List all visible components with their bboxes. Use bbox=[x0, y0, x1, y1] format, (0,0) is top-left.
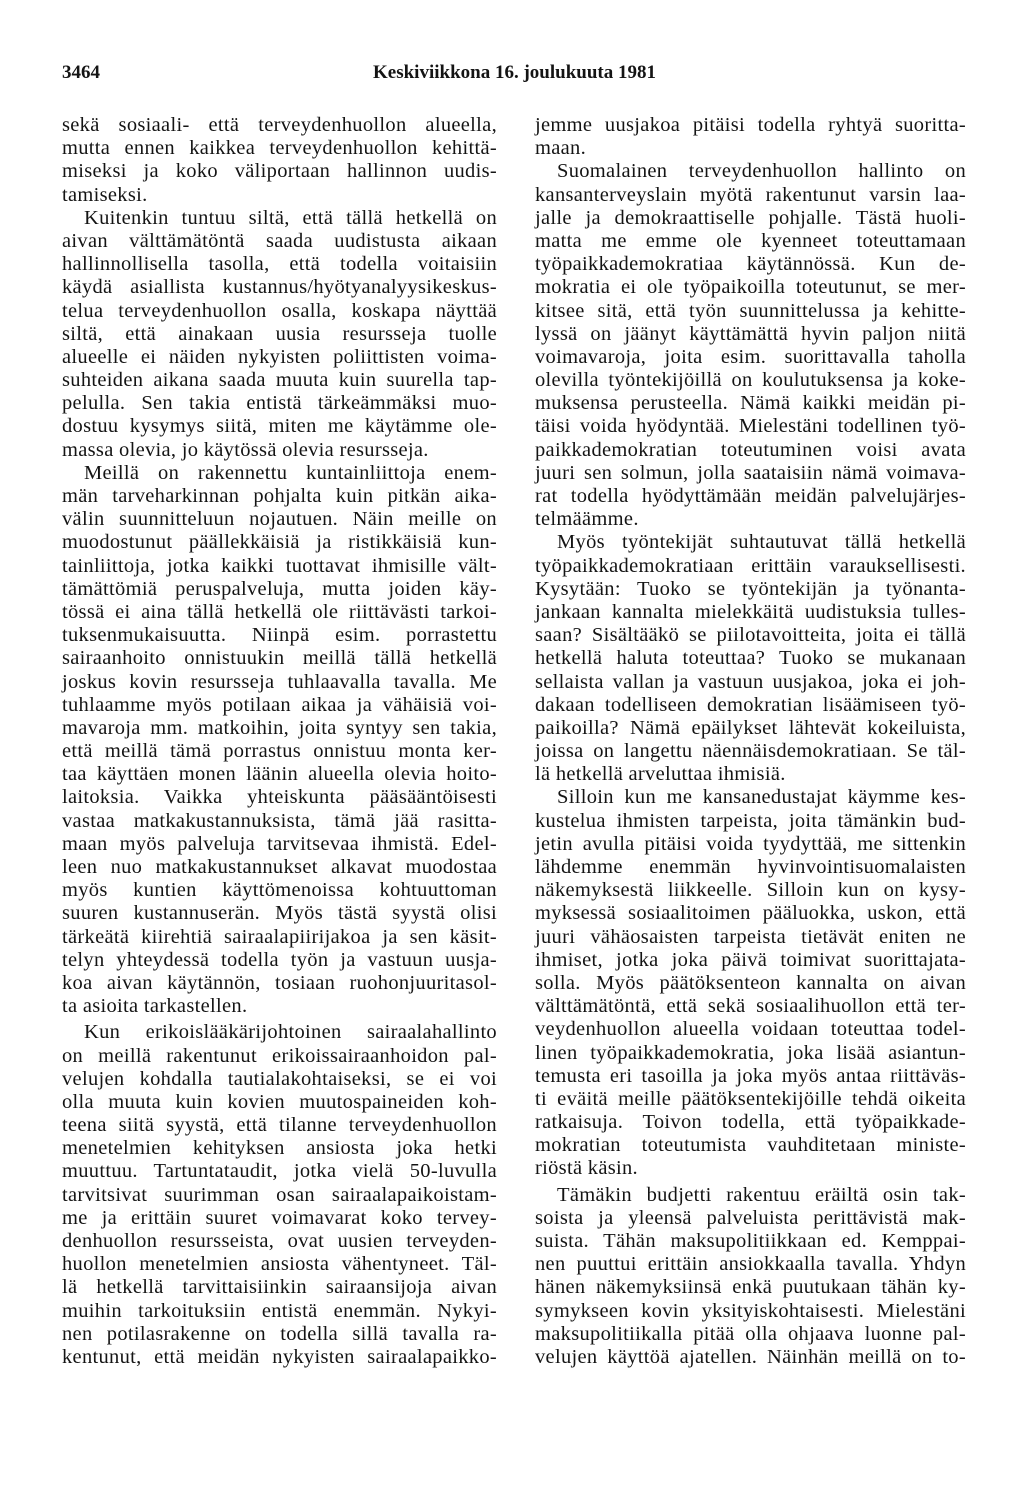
text-line: me ja erittäin suuret voimavarat koko tervey- bbox=[62, 1206, 497, 1229]
text-line: kansanterveyslain myötä rakentunut varsin laa- bbox=[535, 183, 966, 206]
text-line: jetin avulla pitäisi voida tyydyttää, me sittenkin bbox=[535, 832, 966, 855]
text-line: Suomalainen terveydenhuollon hallinto on bbox=[557, 160, 966, 183]
text-line: paikoilla? Nämä epäilykset lähtevät kokeiluista, bbox=[535, 716, 966, 739]
text-line: riöstä käsin. bbox=[535, 1157, 638, 1180]
text-line: dakaan todelliseen demokratian lisäämiseen työ- bbox=[535, 693, 966, 716]
text-line: hallinnollisella tasolla, että todella voitaisiin bbox=[62, 253, 497, 276]
text-line: mokratia ei ole työpaikoilla toteutunut, se mer- bbox=[535, 276, 966, 299]
text-line: tamiseksi. bbox=[62, 183, 148, 206]
text-line: sairaanhoito onnistuukin meillä tällä hetkellä bbox=[62, 647, 497, 670]
text-line: Meillä on rakennettu kuntainliittoja enem- bbox=[84, 461, 497, 484]
text-line: ta asioita tarkastellen. bbox=[62, 995, 248, 1018]
text-line: olevilla työntekijöillä on koulutuksensa ja koke- bbox=[535, 369, 966, 392]
text-line: nen potilasrakenne on todella sillä tavalla ra- bbox=[62, 1322, 497, 1345]
text-line: juuri vähäosaisten tarpeista tietävät eniten ne bbox=[535, 925, 966, 948]
text-line: lyssä on jäänyt käyttämättä hyvin paljon niitä bbox=[535, 322, 966, 345]
text-line: ratkaisuja. Toivon todella, että työpaikkade- bbox=[535, 1111, 966, 1134]
text-line: mavaroja mm. matkoihin, joita syntyy sen takia, bbox=[62, 716, 497, 739]
text-line: symykseen kovin yksityiskohtaisesti. Mielestäni bbox=[535, 1299, 966, 1322]
text-line: muuttuu. Tartuntataudit, jotka vielä 50-luvulla bbox=[62, 1160, 497, 1183]
text-line: taa käyttäen monen läänin alueella olevia hoito- bbox=[62, 763, 497, 786]
text-line: saan? Sisältääkö se piilotavoitteita, joita ei tällä bbox=[535, 624, 966, 647]
text-line: lähdemme enemmän hyvinvointisuomalaisten bbox=[535, 856, 966, 878]
text-line: tuksenmukaisuutta. Niinpä esim. porrastettu bbox=[62, 624, 497, 647]
text-line: suista. Tähän maksupolitiikkaan ed. Kemppai- bbox=[535, 1230, 966, 1252]
text-line: muodostunut päällekkäisiä ja ristikkäisiä kun- bbox=[62, 531, 497, 554]
paragraph bbox=[535, 1184, 966, 1370]
text-line: lä hetkellä tarvittaisiinkin sairaansijoja aivan bbox=[62, 1276, 497, 1299]
text-line: suuren kustannuserän. Myös tästä syystä olisi bbox=[62, 902, 497, 925]
text-line: vastaa matkakustannuksista, tämä jää rasitta- bbox=[62, 809, 497, 832]
text-line: velujen käyttöä ajatellen. Näinhän meillä on to- bbox=[535, 1345, 966, 1368]
text-line: velujen kohdalla tautialakohtaiseksi, se ei voi bbox=[62, 1067, 497, 1090]
text-line: kitsee sitä, että työn suunnittelussa ja kehitte- bbox=[535, 299, 966, 322]
text-line: Myös työntekijät suhtautuvat tällä hetkellä bbox=[557, 531, 966, 554]
paragraph bbox=[62, 207, 497, 462]
text-line: telmäämme. bbox=[535, 508, 639, 531]
page-number: 3464 bbox=[62, 62, 100, 83]
text-line: teena siitä syystä, että tilanne terveydenhuollon bbox=[62, 1114, 497, 1137]
text-line: siltä, että ainakaan uusia resursseja tuolle bbox=[62, 322, 497, 345]
text-line: Silloin kun me kansanedustajat käymme kes- bbox=[557, 786, 966, 809]
text-line: huollon menetelmien ansiosta vähentyneet. Täl- bbox=[62, 1253, 497, 1276]
text-line: menetelmien kehityksen ansiosta joka hetki bbox=[62, 1137, 497, 1160]
text-line: telyn yhteydessä todella työn ja vastuun uusja- bbox=[62, 948, 497, 971]
text-line: välttämätöntä, että sekä sosiaalihuollon että ter- bbox=[535, 995, 966, 1018]
text-line: tämättömiä peruspalveluja, mutta joiden käy- bbox=[62, 577, 497, 600]
text-line: dostuu kysymys siitä, miten me käytämme ole- bbox=[62, 415, 497, 438]
text-line: matta me emme ole kyenneet toteuttamaan bbox=[535, 229, 966, 252]
text-line: rat todella hyödyttämään meidän palvelujärjes- bbox=[535, 485, 966, 507]
text-line: Kun erikoislääkärijohtoinen sairaalahallinto bbox=[84, 1021, 497, 1044]
text-line: maan. bbox=[535, 137, 587, 160]
text-line: työpaikkademokratiaan erittäin varauksellisesti. bbox=[535, 554, 966, 577]
text-line: sekä sosiaali- että terveydenhuollon alueella, bbox=[62, 114, 497, 136]
text-line: tarvitsivat suurimman osan sairaalapaikoistam- bbox=[62, 1183, 497, 1206]
text-line: on meillä rakentunut erikoissairaanhoidon pal- bbox=[62, 1044, 497, 1067]
text-line: myksessä sosiaalitoimen pääluokka, uskon, että bbox=[535, 902, 966, 925]
text-line: hänen näkemyksiinsä enkä puutukaan tähän ky- bbox=[535, 1276, 966, 1299]
text-line: lä hetkellä arveluttaa ihmisiä. bbox=[535, 763, 786, 786]
paragraph bbox=[62, 114, 497, 207]
text-line: nen puuttui erittäin ansiokkaalla tavalla. Yhdyn bbox=[535, 1253, 966, 1276]
paragraph bbox=[62, 1021, 497, 1369]
text-line: leen nuo matkakustannukset alkavat muodostaa bbox=[62, 856, 497, 878]
text-line: täisi voida hyödyntää. Mielestäni todellinen työ- bbox=[535, 415, 966, 438]
text-line: että meillä tämä porrastus onnistuu monta ker- bbox=[62, 740, 497, 763]
paragraph bbox=[535, 531, 966, 786]
text-line: alueelle ei näiden nykyisten poliittisten voima- bbox=[62, 345, 497, 368]
text-line: mutta ennen kaikkea terveydenhuollon kehittä- bbox=[62, 137, 497, 160]
text-line: juuri sen solmun, jolla saataisiin nämä voimava- bbox=[535, 461, 966, 484]
right-column bbox=[535, 114, 966, 1369]
left-column bbox=[62, 114, 497, 1369]
text-line: tössä ei aina tällä hetkellä ole riittävästi tarkoi- bbox=[62, 600, 497, 623]
text-line: tärkeätä kiirehtiä sairaalapiirijakoa ja sen käsit- bbox=[62, 925, 497, 948]
text-line: joskus kovin resursseja tuhlaavalla tavalla. Me bbox=[62, 670, 497, 693]
text-line: soista ja yleensä palveluista perittävistä mak- bbox=[535, 1206, 966, 1229]
text-line: paikkademokratian toteutuminen voisi avata bbox=[535, 438, 966, 461]
text-line: temusta eri tasoilla ja joka myös antaa riittäväs- bbox=[535, 1064, 966, 1087]
text-line: tainliittoja, jotka kaikki tuottavat ihmisille vält- bbox=[62, 554, 497, 577]
text-line: laitoksia. Vaikka yhteiskunta pääsääntöisesti bbox=[62, 786, 497, 809]
text-line: Kysytään: Tuoko se työntekijän ja työnanta- bbox=[535, 577, 966, 600]
text-line: muksensa perusteella. Nämä kaikki meidän pi- bbox=[535, 392, 966, 415]
text-line: voimavaroja, joita esim. suorittavalla taholla bbox=[535, 345, 966, 368]
text-line: denhuollon resursseista, ovat uusien terveyden- bbox=[62, 1230, 497, 1252]
text-line: Kuitenkin tuntuu siltä, että tällä hetkellä on bbox=[84, 206, 497, 229]
paragraph bbox=[535, 160, 966, 531]
text-line: kentunut, että meidän nykyisten sairaalapaikko- bbox=[62, 1345, 497, 1368]
text-line: Tämäkin budjetti rakentuu eräiltä osin tak- bbox=[557, 1183, 966, 1206]
text-line: olla muuta kuin kovien muutospaineiden koh- bbox=[62, 1090, 497, 1113]
text-line: ti eväitä meille päätöksentekijöille tehdä oikeita bbox=[535, 1087, 966, 1110]
text-line: hetkellä haluta toteuttaa? Tuoko se mukanaan bbox=[535, 647, 966, 670]
paragraph bbox=[62, 462, 497, 1019]
text-line: veydenhuollon alueella voidaan toteuttaa todel- bbox=[535, 1018, 966, 1041]
text-line: suhteiden aikana saada muuta kuin suurella tap- bbox=[62, 369, 497, 392]
text-line: linen työpaikkademokratia, joka lisää asiantun- bbox=[535, 1041, 966, 1064]
paragraph bbox=[535, 786, 966, 1180]
text-line: käydä asiallista kustannus/hyötyanalyysikeskus- bbox=[62, 276, 497, 299]
text-line: välin suunnitteluun nojautuen. Näin meille on bbox=[62, 508, 497, 531]
paragraph bbox=[535, 114, 966, 160]
text-line: män tarveharkinnan pohjalta kuin pitkän aika- bbox=[62, 485, 497, 507]
text-line: näkemyksestä liikkeelle. Silloin kun on kysy- bbox=[535, 879, 966, 902]
text-line: jemme uusjakoa pitäisi todella ryhtyä suoritta- bbox=[535, 114, 966, 136]
text-line: maan myös palveluja tarvitsevaa ihmistä. Edel- bbox=[62, 832, 497, 855]
text-line: jalle ja demokraattiselle pohjalle. Tästä huoli- bbox=[535, 206, 966, 229]
text-line: miseksi ja koko väliportaan hallinnon uudis- bbox=[62, 160, 497, 183]
text-line: koa aivan käytännön, tosiaan ruohonjuuritasol- bbox=[62, 971, 497, 994]
text-line: muihin tarkoituksiin entistä enemmän. Nykyi- bbox=[62, 1299, 497, 1322]
text-line: ihmiset, jotka joka päivä toimivat suorittajata- bbox=[535, 948, 966, 971]
text-line: sellaista vallan ja vastuun uusjakoa, joka ei joh- bbox=[535, 670, 966, 693]
header-date: Keskiviikkona 16. joulukuuta 1981 bbox=[373, 62, 656, 83]
text-line: telua terveydenhuollon osalla, koskapa näyttää bbox=[62, 299, 497, 322]
text-line: aivan välttämätöntä saada uudistusta aikaan bbox=[62, 229, 497, 252]
text-line: massa olevia, jo käytössä olevia resursseja. bbox=[62, 438, 429, 461]
text-line: tuhlaamme myös potilaan aikaa ja vähäisiä voi- bbox=[62, 693, 497, 716]
text-line: pelulla. Sen takia entistä tärkeämmäksi muo- bbox=[62, 392, 497, 415]
text-line: solla. Myös päätöksenteon kannalta on aivan bbox=[535, 971, 966, 994]
text-line: jankaan kannalta mielekkäitä uudistuksia tulles- bbox=[535, 600, 966, 623]
text-line: maksupolitiikalla pitää olla ohjaava luonne pal- bbox=[535, 1322, 966, 1345]
text-line: työpaikkademokratiaa käytännössä. Kun de- bbox=[535, 253, 966, 276]
text-line: kustelua ihmisten tarpeista, joita tämänkin bud- bbox=[535, 809, 966, 832]
text-line: mokratian toteutumista vauhditetaan ministe- bbox=[535, 1134, 966, 1157]
text-line: myös kuntien käyttömenoissa kohtuuttoman bbox=[62, 879, 497, 902]
text-line: joissa on langettu näennäisdemokratiaan. Se täl- bbox=[535, 740, 966, 763]
